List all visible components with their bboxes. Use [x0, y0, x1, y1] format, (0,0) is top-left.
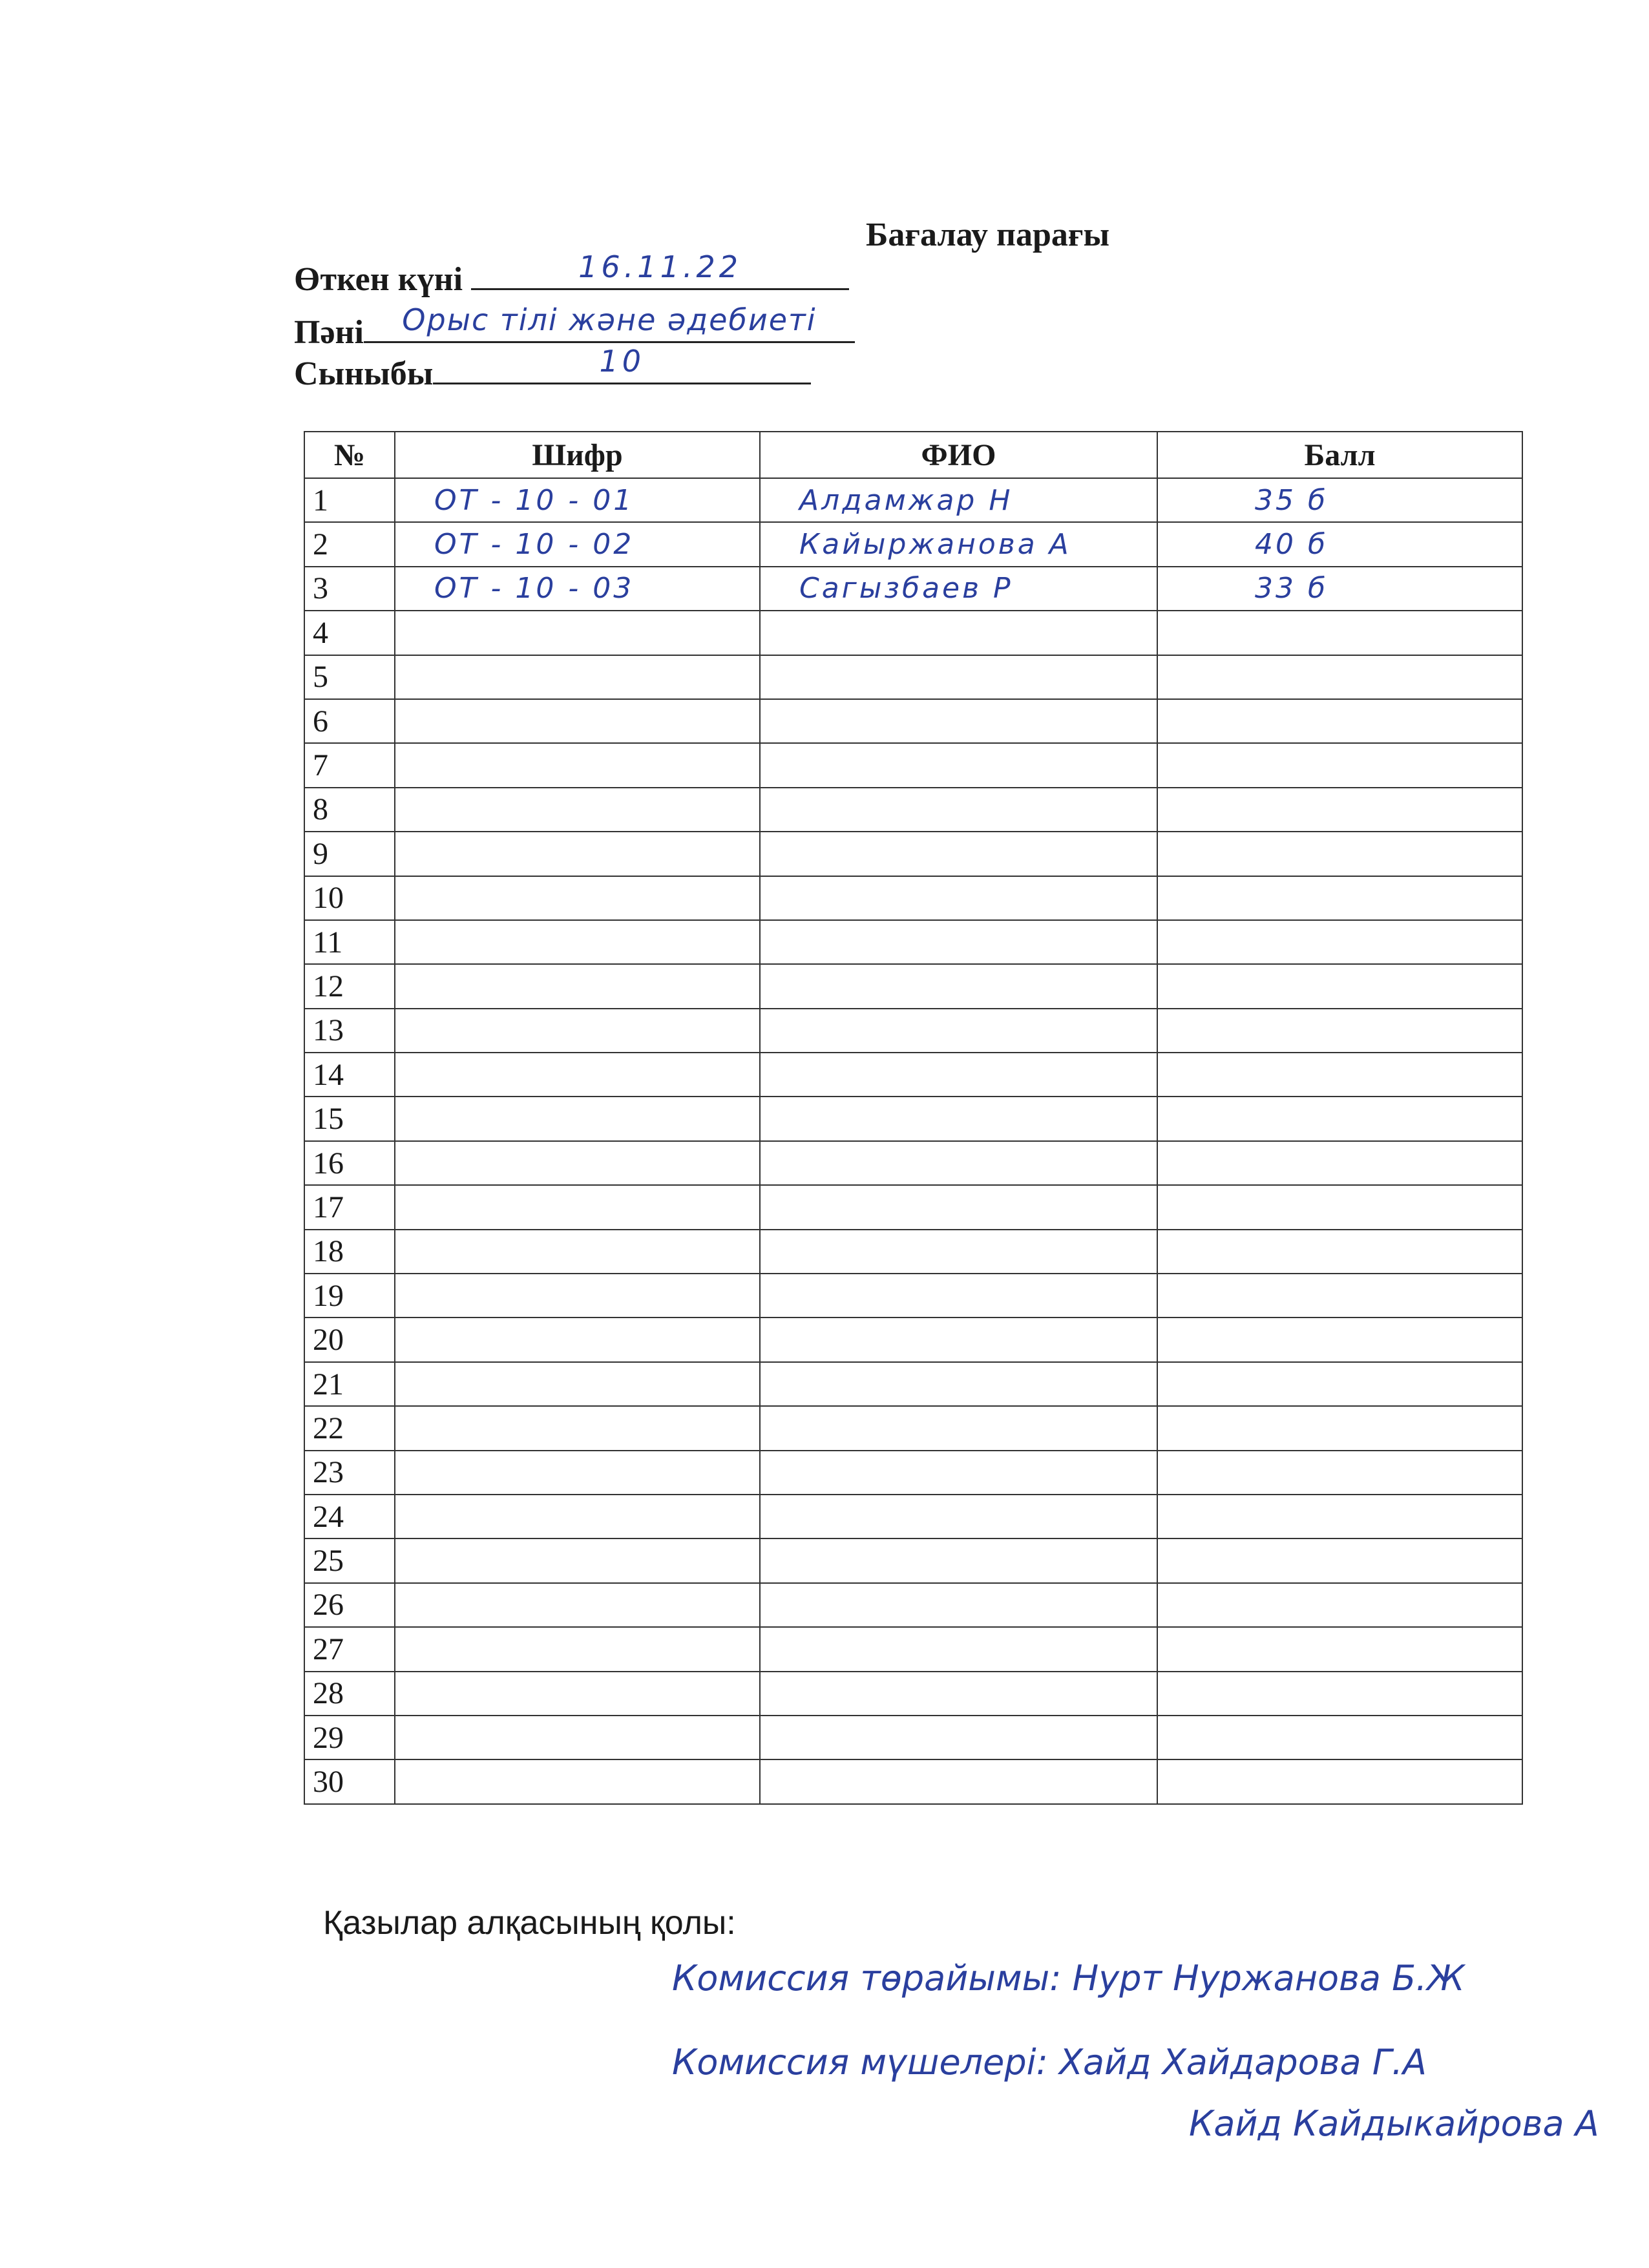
row-name [760, 788, 1157, 832]
row-score [1157, 611, 1522, 655]
row-number: 16 [304, 1141, 395, 1185]
row-score [1157, 478, 1522, 522]
table-row [304, 699, 1522, 743]
row-name [760, 1185, 1157, 1229]
row-name [760, 964, 1157, 1008]
row-code-value: ОТ - 10 - 01 [434, 483, 635, 517]
row-name [760, 1097, 1157, 1140]
members-signature-1: Комиссия мүшелері: Хайд Хайдарова Г.А [672, 2042, 1427, 2083]
row-code [395, 1097, 760, 1140]
date-field [294, 249, 849, 299]
row-number: 13 [304, 1009, 395, 1053]
table-row [304, 1495, 1522, 1538]
row-code [395, 1141, 760, 1185]
row-score [1157, 1495, 1522, 1538]
row-number: 23 [304, 1451, 395, 1495]
row-score [1157, 743, 1522, 787]
row-score [1157, 832, 1522, 876]
row-score [1157, 699, 1522, 743]
row-number: 7 [304, 743, 395, 787]
row-number: 21 [304, 1362, 395, 1406]
table-row [304, 611, 1522, 655]
row-score [1157, 964, 1522, 1008]
row-score [1157, 1583, 1522, 1627]
row-score [1157, 1274, 1522, 1318]
class-field [294, 344, 811, 393]
row-name [760, 832, 1157, 876]
table-row [304, 655, 1522, 699]
row-score [1157, 876, 1522, 920]
subject-value: Орыс тілі және әдебиеті [402, 302, 817, 337]
row-code [395, 1318, 760, 1361]
row-code [395, 832, 760, 876]
row-score-value: 40 б [1255, 528, 1329, 562]
row-number: 11 [304, 920, 395, 964]
row-name [760, 655, 1157, 699]
table-row [304, 964, 1522, 1008]
row-score [1157, 1362, 1522, 1406]
table-row [304, 1274, 1522, 1318]
table-row [304, 1583, 1522, 1627]
row-code [395, 1627, 760, 1671]
date-label: Өткен күні [294, 261, 463, 298]
row-code [395, 788, 760, 832]
row-code [395, 1362, 760, 1406]
table-row [304, 743, 1522, 787]
table-row [304, 1097, 1522, 1140]
row-number: 3 [304, 567, 395, 611]
row-code [395, 522, 760, 566]
row-score [1157, 1672, 1522, 1716]
row-code [395, 478, 760, 522]
table-row [304, 1362, 1522, 1406]
row-code [395, 699, 760, 743]
row-number: 14 [304, 1053, 395, 1097]
class-value: 10 [599, 344, 646, 379]
table-header-row [304, 432, 1522, 478]
row-score [1157, 1406, 1522, 1450]
row-code [395, 1672, 760, 1716]
row-number: 10 [304, 876, 395, 920]
row-code [395, 1451, 760, 1495]
row-name [760, 1672, 1157, 1716]
row-number: 12 [304, 964, 395, 1008]
row-score [1157, 1451, 1522, 1495]
row-score [1157, 1009, 1522, 1053]
chair-signature: Комиссия төрайымы: Нурт Нуржанова Б.Ж [672, 1958, 1465, 1999]
row-name [760, 1318, 1157, 1361]
row-name [760, 478, 1157, 522]
table-row [304, 1406, 1522, 1450]
row-score [1157, 1759, 1522, 1803]
row-code [395, 920, 760, 964]
row-name-value: Кайыржанова А [799, 528, 1071, 562]
row-name [760, 1451, 1157, 1495]
row-number: 15 [304, 1097, 395, 1140]
row-score [1157, 655, 1522, 699]
row-number: 19 [304, 1274, 395, 1318]
header-number: № [304, 432, 395, 478]
row-number: 2 [304, 522, 395, 566]
row-number: 28 [304, 1672, 395, 1716]
row-score-value: 33 б [1255, 572, 1329, 605]
row-score [1157, 1097, 1522, 1140]
row-code [395, 1185, 760, 1229]
class-label: Сыныбы [294, 355, 434, 392]
row-code [395, 1053, 760, 1097]
row-number: 25 [304, 1538, 395, 1582]
row-score [1157, 920, 1522, 964]
row-name [760, 1759, 1157, 1803]
row-name [760, 1274, 1157, 1318]
row-number: 6 [304, 699, 395, 743]
row-name [760, 1716, 1157, 1759]
row-name [760, 1538, 1157, 1582]
table-row [304, 1009, 1522, 1053]
row-name [760, 1230, 1157, 1274]
row-code [395, 1538, 760, 1582]
row-name [760, 699, 1157, 743]
row-code [395, 1716, 760, 1759]
row-code-value: ОТ - 10 - 03 [434, 572, 635, 605]
row-code [395, 1759, 760, 1803]
table-row [304, 567, 1522, 611]
members-signature-2: Кайд Кайдыкайрова А [1189, 2103, 1599, 2144]
row-number: 22 [304, 1406, 395, 1450]
row-code [395, 567, 760, 611]
row-code [395, 1274, 760, 1318]
row-code [395, 1230, 760, 1274]
header-name: ФИО [760, 432, 1157, 478]
table-row [304, 1627, 1522, 1671]
row-number: 5 [304, 655, 395, 699]
subject-label: Пәні [294, 314, 364, 351]
table-row [304, 788, 1522, 832]
row-name [760, 611, 1157, 655]
row-name-value: Сагызбаев Р [799, 572, 1013, 605]
row-name [760, 1406, 1157, 1450]
row-code-value: ОТ - 10 - 02 [434, 528, 635, 562]
table-row [304, 1759, 1522, 1803]
row-code [395, 655, 760, 699]
signatures-label: Қазылар алқасының қолы: [323, 1904, 736, 1942]
row-number: 18 [304, 1230, 395, 1274]
row-name [760, 522, 1157, 566]
header-code: Шифр [395, 432, 760, 478]
row-code [395, 1583, 760, 1627]
table-row [304, 1185, 1522, 1229]
table-row [304, 1230, 1522, 1274]
row-code [395, 743, 760, 787]
row-number: 4 [304, 611, 395, 655]
row-name [760, 1627, 1157, 1671]
table-row [304, 920, 1522, 964]
table-row [304, 1141, 1522, 1185]
header-score: Балл [1157, 432, 1522, 478]
row-number: 26 [304, 1583, 395, 1627]
table-row [304, 478, 1522, 522]
row-score [1157, 1185, 1522, 1229]
row-number: 27 [304, 1627, 395, 1671]
table-row [304, 522, 1522, 566]
row-name [760, 920, 1157, 964]
row-code [395, 1495, 760, 1538]
row-score [1157, 1318, 1522, 1361]
row-code [395, 876, 760, 920]
row-name [760, 1495, 1157, 1538]
row-score [1157, 1716, 1522, 1759]
row-number: 30 [304, 1759, 395, 1803]
row-name [760, 1583, 1157, 1627]
table-row [304, 1538, 1522, 1582]
row-score [1157, 522, 1522, 566]
row-number: 8 [304, 788, 395, 832]
row-score [1157, 1141, 1522, 1185]
row-score [1157, 1053, 1522, 1097]
row-code [395, 1406, 760, 1450]
table-row [304, 832, 1522, 876]
row-name [760, 876, 1157, 920]
row-score [1157, 1627, 1522, 1671]
row-name [760, 743, 1157, 787]
row-number: 24 [304, 1495, 395, 1538]
table-row [304, 1672, 1522, 1716]
row-code [395, 611, 760, 655]
row-code [395, 1009, 760, 1053]
row-number: 29 [304, 1716, 395, 1759]
row-score [1157, 788, 1522, 832]
row-number: 17 [304, 1185, 395, 1229]
table-row [304, 876, 1522, 920]
row-name [760, 1053, 1157, 1097]
date-value: 16.11.22 [578, 249, 742, 284]
row-score-value: 35 б [1255, 483, 1329, 517]
row-name [760, 567, 1157, 611]
table-row [304, 1716, 1522, 1759]
score-table [304, 431, 1523, 1805]
table-row [304, 1318, 1522, 1361]
row-name-value: Алдамжар Н [799, 483, 1013, 517]
row-score [1157, 1538, 1522, 1582]
row-name [760, 1362, 1157, 1406]
row-score [1157, 567, 1522, 611]
row-score [1157, 1230, 1522, 1274]
table-row [304, 1053, 1522, 1097]
row-number: 20 [304, 1318, 395, 1361]
row-number: 9 [304, 832, 395, 876]
table-row [304, 1451, 1522, 1495]
row-code [395, 964, 760, 1008]
row-number: 1 [304, 478, 395, 522]
sheet-title: Бағалау парағы [866, 216, 1110, 253]
row-name [760, 1141, 1157, 1185]
row-name [760, 1009, 1157, 1053]
